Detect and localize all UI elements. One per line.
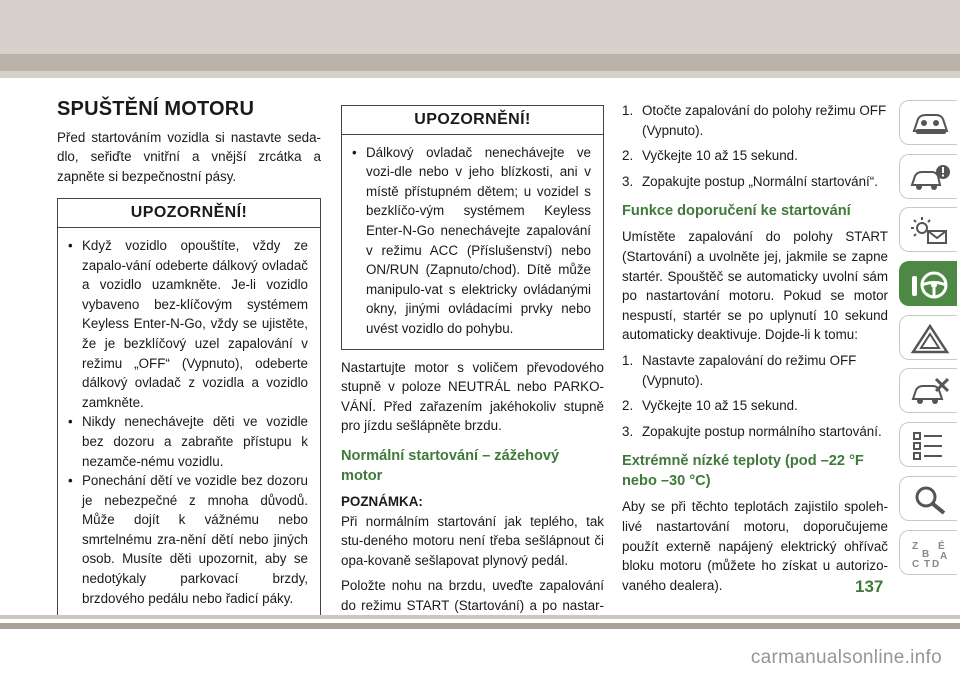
step-number: 3. (622, 173, 634, 189)
chapter-tabs (893, 100, 960, 583)
warning-item: • Když vozidlo opouštíte, vždy ze zapalo-vání odeberte dálkový ovladač a vozidlo uzamkněte. Je-li vozidlo vybaveno bez-klíčovým systémem Keyless Enter-N-Go, vždy se ujistěte, že je bezklíčový uzel zapalování v režimu „OFF“ (Vypnuto), odeberte dálkový ovladač z vozidla a vozidlo zamkněte. (66, 236, 308, 412)
page-number: 137 (855, 577, 884, 596)
note-title: POZNÁMKA: (341, 493, 423, 509)
paragraph: Aby se při těchto teplotách zajistilo spoleh-livé nastartování motoru, doporučujeme použít externě napájený elektrický ohřívač bloku motoru (můžete ho získat u autorizo-vaného dealera). (622, 499, 888, 593)
warning-triangle-icon (910, 324, 950, 354)
top-stripe (0, 54, 960, 71)
top-decorative-band (0, 0, 960, 78)
warning-box-2 (341, 105, 604, 350)
tab-search[interactable] (899, 476, 957, 521)
tab-starting-driving[interactable] (899, 261, 957, 306)
index-letter: T (924, 558, 931, 569)
tab-emergency[interactable] (899, 315, 957, 360)
magnifier-icon (910, 485, 950, 515)
car-warning-icon (910, 163, 950, 193)
tab-index[interactable] (899, 530, 957, 575)
bottom-stripe (0, 623, 960, 629)
warning-title: UPOZORNĚNÍ! (342, 106, 603, 135)
paragraph: Nastartujte motor s voličem převodového stupně v poloze NEUTRÁL nebo PARKO-VÁNÍ. Před zařazením jakéhokoliv stupně pro jízdu sešlápněte brzdu. (341, 359, 604, 434)
step-number: 2. (622, 148, 634, 164)
warning-list (342, 135, 603, 349)
index-letter: D (932, 558, 940, 569)
column-2 (341, 105, 604, 661)
step-text: Nastavte zapalování do režimu OFF (Vypnuto). (642, 352, 857, 388)
paragraph: Položte nohu na brzdu, uveďte zapalování do režimu START (Startování) a po nastar- (341, 578, 604, 613)
column-3 (622, 101, 888, 601)
intro-paragraph: Před startováním vozidla si nastavte seda-dlo, seřiďte vnitřní a vnější zrcátka a zapněte si bezpečnostní pásy. (57, 129, 321, 184)
subsection-heading: Extrémně nízké teploty (pod –22 °F nebo –30 °C) (622, 453, 864, 490)
step-text: Vyčkejte 10 až 15 sekund. (642, 148, 798, 164)
index-letter: C (912, 558, 920, 569)
step-item (622, 422, 888, 442)
steering-wheel-icon (910, 270, 950, 300)
subsection-heading: Normální startování – zážehový motor (341, 447, 560, 484)
step-item (622, 351, 888, 390)
tab-maintenance[interactable] (899, 368, 957, 413)
index-letter: A (940, 550, 948, 562)
subsection-heading: Funkce doporučení ke startování (622, 203, 851, 220)
tab-specifications[interactable] (899, 422, 957, 467)
step-text: Otočte zapalování do polohy režimu OFF (Vypnuto). (642, 103, 887, 138)
watermark: carmanualsonline.info (750, 647, 942, 668)
bottom-rule (0, 615, 960, 619)
index-letter: Z (912, 540, 919, 552)
warning-item: • Dálkový ovladač nenechávejte ve vozi-dle nebo v jeho blízkosti, ani v místě přístupném dětem; u vozidel s bezklíčo-vým systémem Keyless Enter-N-Go nenechávejte zapalování v režimu ACC (Příslušenství) nebo ON/RUN (Zapnuto/chod). Dítě může manipulo-vat s elektricky ovládanými okny, jinými ovládacími prvky nebo uvést vozidlo do pohybu. (350, 143, 591, 339)
step-text: Zopakujte postup normálního startování. (642, 423, 882, 439)
index-letter: B (922, 548, 930, 560)
tab-warnings[interactable] (899, 154, 957, 199)
column-1 (57, 100, 321, 619)
step-number: 1. (622, 103, 634, 118)
section-heading: SPUŠTĚNÍ MOTORU (57, 98, 255, 120)
steps-list-2 (622, 351, 888, 441)
tab-lights-messages[interactable] (899, 207, 957, 252)
warning-title: UPOZORNĚNÍ! (58, 199, 320, 228)
step-number: 1. (622, 352, 634, 368)
warning-list (58, 228, 320, 618)
note-text: Při normálním startování jak teplého, tak stu-deného motoru není třeba sešlápnout či opa-kovaně sešlapovat plynový pedál. (341, 513, 604, 568)
step-item (622, 146, 888, 166)
car-tools-icon (910, 377, 950, 407)
step-text: Vyčkejte 10 až 15 sekund. (642, 398, 798, 414)
step-text: Zopakujte postup „Normální startování“. (642, 173, 878, 189)
checklist-icon (910, 431, 950, 461)
tab-vehicle-interior[interactable] (899, 100, 957, 145)
step-item (622, 101, 888, 140)
step-item (622, 396, 888, 416)
steps-list-1 (622, 101, 888, 191)
step-number: 3. (622, 423, 634, 439)
step-item (622, 172, 888, 192)
alphabet-index-icon (910, 539, 950, 569)
warning-item: • Ponechání dětí ve vozidle bez dozoru je nebezpečné z mnoha důvodů. Může dojít k vážnému nebo smrtelnému zra-nění dětí nebo jiných osob. Musíte děti upozornit, aby se nedotýkaly parkovací brzdy, brzdového pedálu nebo řadicí páky. (66, 471, 308, 608)
step-number: 2. (622, 398, 634, 414)
paragraph: Umístěte zapalování do polohy START (Startování) a uvolněte jej, jakmile se zapne startér. Spouštěč se automaticky uvolní sám po nastartování motoru. Pokud se motor nespustí, startér se po uplynutí 10 sekund automaticky deaktivuje. Dojde-li k tomu: (622, 229, 888, 343)
warning-item: • Nikdy nenechávejte děti ve vozidle bez dozoru a zabraňte přístupu k nezamče-nému vozidlu. (66, 412, 308, 471)
index-letter: É (938, 540, 945, 552)
warning-box-1 (57, 198, 321, 619)
sun-message-icon (910, 216, 950, 246)
car-interior-icon (910, 109, 950, 139)
